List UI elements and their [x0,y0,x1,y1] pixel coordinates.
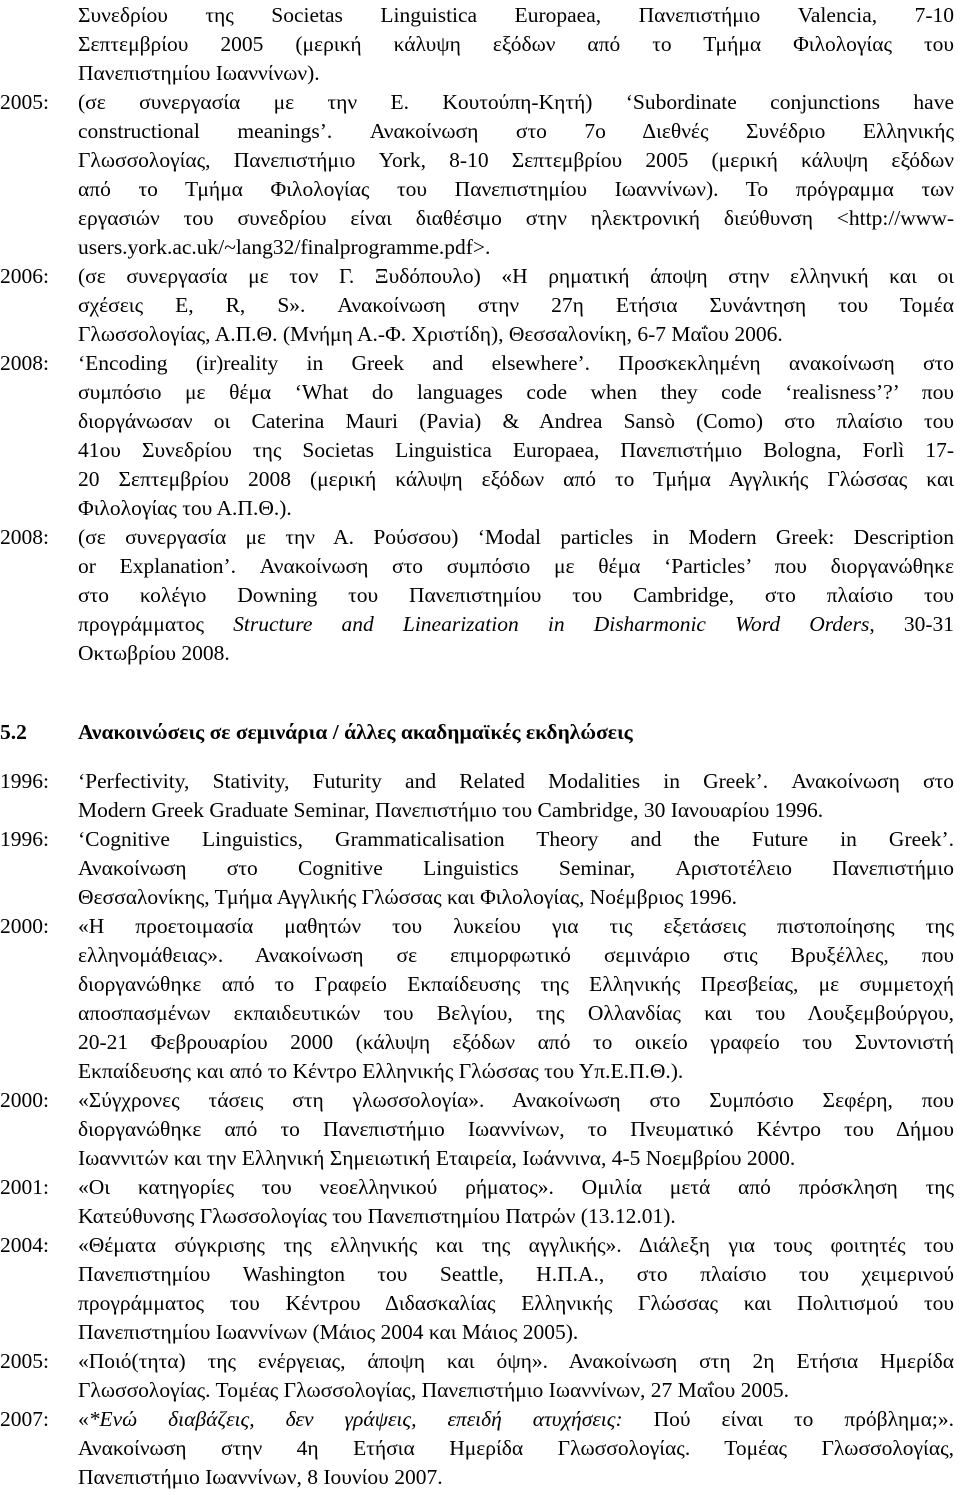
entry-line: «Η προετοιμασία μαθητών του λυκείου για τις εξετάσεις πιστοποίησης της [78,914,954,938]
entry-year: 2006: [0,264,49,288]
entry-line: constructional meanings’. Ανακοίνωση στο 7ο Διεθνές Συνέδριο Ελληνικής [78,119,954,143]
entry-year: 2007: [0,1407,49,1431]
entry-line: διοργανώθηκε από το Πανεπιστήμιο Ιωαννίνων, το Πνευματικό Κέντρο του Δήμου [78,1117,954,1141]
entry-year: 2005: [0,90,49,114]
entry-line: Εκπαίδευσης και από το Κέντρο Ελληνικής Γλώσσας του Υπ.Ε.Π.Θ.). [78,1059,684,1083]
section-number: 5.2 [0,720,27,744]
entry-line: (σε συνεργασία με την Ε. Κουτούπη-Κητή) ‘Subordinate conjunctions have [78,90,954,114]
entry-line: ‘Encoding (ir)reality in Greek and elsewhere’. Προσκεκλημένη ανακοίνωση στο [78,351,954,375]
entry-line: διοργανώθηκε από το Γραφείο Εκπαίδευσης της Ελληνικής Πρεσβείας, με συμμετοχή [78,972,954,996]
entry-line: Πανεπιστημίου Ιωαννίνων). [78,61,320,85]
section-title: Ανακοινώσεις σε σεμινάρια / άλλες ακαδημαϊκές εκδηλώσεις [78,720,633,744]
entry-line: (σε συνεργασία με τον Γ. Ξυδόπουλο) «Η ρηματική άποψη στην ελληνική και οι [78,264,954,288]
entry-line-italic: «*Ενώ διαβάζεις, δεν γράψεις, επειδή ατυχήσεις: Πού είναι το πρόβλημα;». [78,1407,954,1431]
entry-line: συμπόσιο με θέμα ‘What do languages code when they code ‘realisness’?’ που [78,380,954,404]
entry-line: ‘Perfectivity, Stativity, Futurity and Related Modalities in Greek’. Ανακοίνωση στο [78,769,954,793]
entry-year: 2004: [0,1233,49,1257]
entry-line: Σεπτεμβρίου 2005 (μερική κάλυψη εξόδων από το Τμήμα Φιλολογίας του [78,32,954,56]
entry-line: Γλωσσολογίας, Πανεπιστήμιο York, 8-10 Σεπτεμβρίου 2005 (μερική κάλυψη εξόδων [78,148,954,172]
entry-line: Γλωσσολογίας. Τομέας Γλωσσολογίας, Πανεπιστήμιο Ιωαννίνων, 27 Μαΐου 2005. [78,1378,789,1402]
entry-year: 2005: [0,1349,49,1373]
entry-line: σχέσεις E, R, S». Ανακοίνωση στην 27η Ετήσια Συνάντηση του Τομέα [78,293,954,317]
entry-line: από το Τμήμα Φιλολογίας του Πανεπιστημίου Ιωαννίνων). Το πρόγραμμα των [78,177,954,201]
entry-year: 1996: [0,769,49,793]
entry-year: 1996: [0,827,49,851]
italic-title: *Ενώ διαβάζεις, δεν γράψεις, επειδή ατυχήσεις: [88,1407,623,1431]
entry-year: 2001: [0,1175,49,1199]
entry-line: προγράμματος του Κέντρου Διδασκαλίας Ελληνικής Γλώσσας και Πολιτισμού του [78,1291,954,1315]
entry-line: διοργάνωσαν οι Caterina Mauri (Pavia) & Andrea Sansò (Como) στο πλαίσιο του [78,409,954,433]
entry-line: Πανεπιστημίου Washington του Seattle, Η.Π.Α., στο πλαίσιο του χειμερινού [78,1262,954,1286]
entry-line: στο κολέγιο Downing του Πανεπιστημίου του Cambridge, στο πλαίσιο του [78,583,954,607]
entry-line: ελληνομάθειας». Ανακοίνωση σε επιμορφωτικό σεμινάριο στις Βρυξέλλες, που [78,943,954,967]
entry-line: Γλωσσολογίας, Α.Π.Θ. (Μνήμη Α.-Φ. Χριστίδη), Θεσσαλονίκη, 6-7 Μαΐου 2006. [78,322,783,346]
entry-line: «Σύγχρονες τάσεις στη γλωσσολογία». Ανακοίνωση στο Συμπόσιο Σεφέρη, που [78,1088,954,1112]
entry-line: Ιωαννιτών και την Ελληνική Σημειωτική Εταιρεία, Ιωάννινα, 4-5 Νοεμβρίου 2000. [78,1146,796,1170]
entry-year: 2000: [0,1088,49,1112]
entry-line: Θεσσαλονίκης, Τμήμα Αγγλικής Γλώσσας και Φιλολογίας, Νοέμβριος 1996. [78,885,738,909]
entry-line: Συνεδρίου της Societas Linguistica Europaea, Πανεπιστήμιο Valencia, 7-10 [78,3,954,27]
entry-line: Ανακοίνωση στο Cognitive Linguistics Seminar, Αριστοτέλειο Πανεπιστήμιο [78,856,954,880]
entry-line: «Θέματα σύγκρισης της ελληνικής και της αγγλικής». Διάλεξη για τους φοιτητές του [78,1233,954,1257]
entry-line: Πανεπιστημίου Ιωαννίνων (Μάιος 2004 και Μάιος 2005). [78,1320,579,1344]
entry-line: 20 Σεπτεμβρίου 2008 (μερική κάλυψη εξόδων από το Τμήμα Αγγλικής Γλώσσας και [78,467,954,491]
entry-line: «Οι κατηγορίες του νεοελληνικού ρήματος». Ομιλία μετά από πρόσκληση της [78,1175,954,1199]
entry-year: 2008: [0,525,49,549]
entry-line: (σε συνεργασία με την Α. Ρούσσου) ‘Modal particles in Modern Greek: Description [78,525,954,549]
entry-line: Οκτωβρίου 2008. [78,641,230,665]
entry-line: εργασιών του συνεδρίου είναι διαθέσιμο στην ηλεκτρονική διεύθυνση <http://www- [78,206,954,230]
entry-line-italic: προγράμματος Structure and Linearization in Disharmonic Word Orders, 30-31 [78,612,954,636]
entry-year: 2008: [0,351,49,375]
entry-year: 2000: [0,914,49,938]
entry-line: Modern Greek Graduate Seminar, Πανεπιστήμιο του Cambridge, 30 Ιανουαρίου 1996. [78,798,824,822]
entry-line: users.york.ac.uk/~lang32/finalprogramme.pdf>. [78,235,491,259]
entry-line: Φιλολογίας του Α.Π.Θ.). [78,496,292,520]
entry-line: Κατεύθυνσης Γλωσσολογίας του Πανεπιστημίου Πατρών (13.12.01). [78,1204,676,1228]
italic-title: Structure and Linearization in Disharmonic Word Orders [233,612,870,636]
entry-line: Πανεπιστήμιο Ιωαννίνων, 8 Ιουνίου 2007. [78,1465,443,1489]
entry-line: αποσπασμένων εκπαιδευτικών του Βελγίου, της Ολλανδίας και του Λουξεμβούργου, [78,1001,954,1025]
entry-line: ‘Cognitive Linguistics, Grammaticalisation Theory and the Future in Greek’. [78,827,954,851]
entry-line: «Ποιό(τητα) της ενέργειας, άποψη και όψη». Ανακοίνωση στη 2η Ετήσια Ημερίδα [78,1349,954,1373]
entry-line: or Explanation’. Ανακοίνωση στο συμπόσιο με θέμα ‘Particles’ που διοργανώθηκε [78,554,954,578]
entry-line: 41ου Συνεδρίου της Societas Linguistica Europaea, Πανεπιστήμιο Bologna, Forlì 17- [78,438,954,462]
entry-line: Ανακοίνωση στην 4η Ετήσια Ημερίδα Γλωσσολογίας. Τομέας Γλωσσολογίας, [78,1436,954,1460]
entry-line: 20-21 Φεβρουαρίου 2000 (κάλυψη εξόδων από το οικείο γραφείο του Συντονιστή [78,1030,954,1054]
